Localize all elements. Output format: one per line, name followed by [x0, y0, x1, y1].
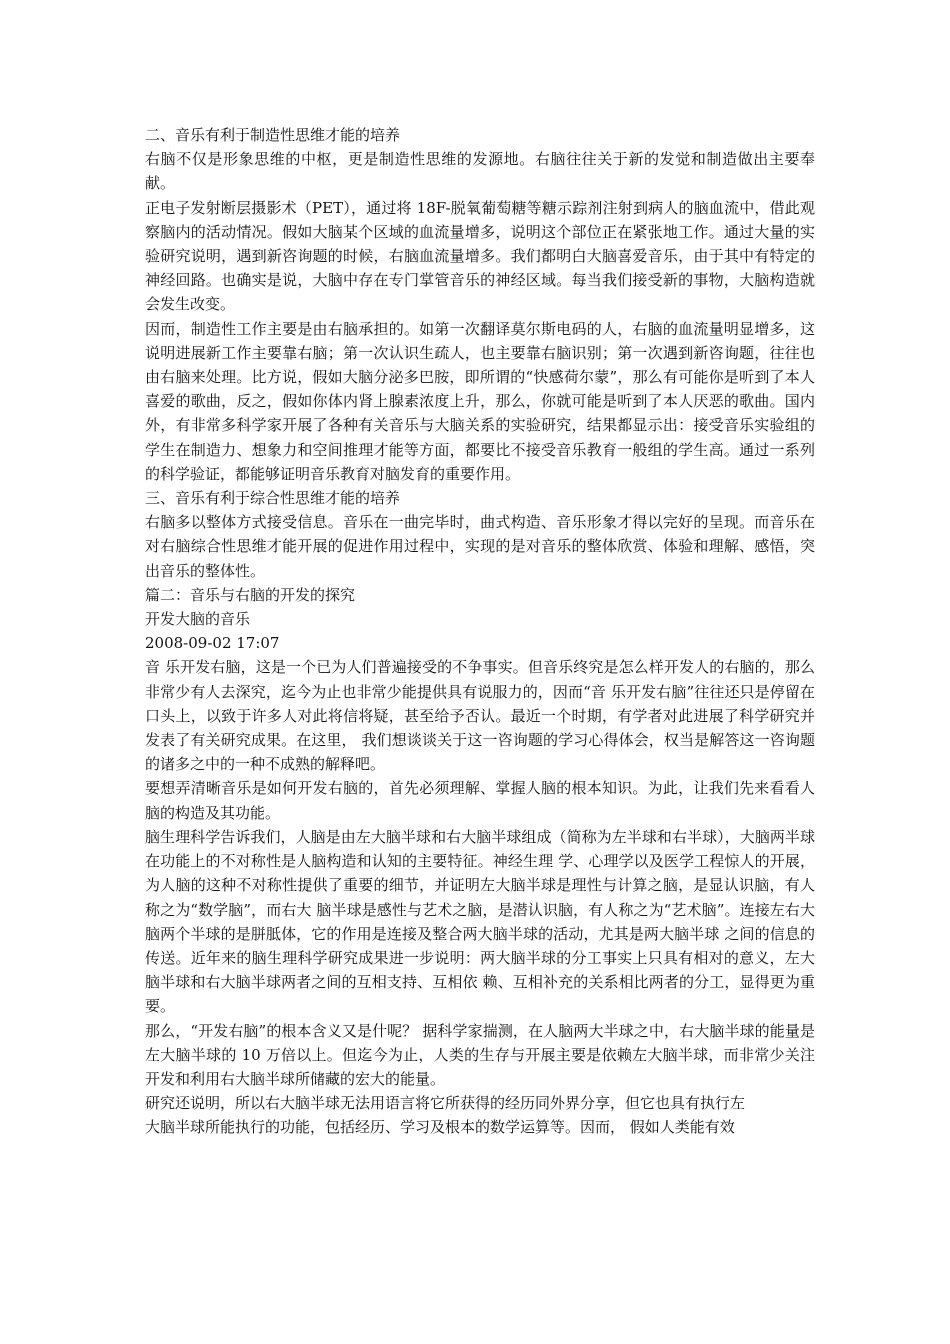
paragraph: 要想弄清晰音乐是如何开发右脑的，首先必须理解、掌握人脑的根本知识。为此，让我们先来看看人脑的构造及其功能。: [145, 779, 815, 822]
paragraph: 右脑不仅是形象思维的中枢，更是制造性思维的发源地。右脑往往关于新的发觉和制造做出主要奉献。: [145, 150, 815, 193]
paragraph: 因而，制造性工作主要是由右脑承担的。如第一次翻译莫尔斯电码的人，右脑的血流量明显增多，这说明进展新工作主要靠右脑；第一次认识生疏人，也主要靠右脑识别；第一次遇到新咨询题，往往也由右脑来处理。比方说，假如大脑分泌多巴胺，即所谓的“快感荷尔蒙”，那么有可能你是听到了本人喜爱的歌曲，反之，假如你体内肾上腺素浓度上升，那么，你就可能是听到了本人厌恶的歌曲。国内外，有非常多科学家开展了各种有关音乐与大脑关系的实验研究，结果都显示出：接受音乐实验组的学生在制造力、想象力和空间推理才能等方面，都要比不接受音乐教育一般组的学生高。通过一系列的科学验证，都能够证明音乐教育对脑发育的重要作用。: [145, 319, 815, 483]
paragraph: 研究还说明，所以右大脑半球无法用语言将它所获得的经历同外界分享，但它也具有执行左: [145, 1094, 746, 1113]
paragraph: 正电子发射断层摄影术（PET），通过将 18F-脱氧葡萄糖等糖示踪剂注射到病人的脑血流中，借此观察脑内的活动情况。假如大脑某个区域的血流量增多，说明这个部位正在紧张地工作。通过大量的实验研究说明，遇到新咨询题的时候，右脑血流量增多。我们都明白大脑喜爱音乐，由于其中有特定的神经回路。也确实是说，大脑中存在专门掌管音乐的神经区域。每当我们接受新的事物，大脑构造就会发生改变。: [145, 198, 815, 314]
paragraph: 音 乐开发右脑，这是一个已为人们普遍接受的不争事实。但音乐终究是怎么样开发人的右脑的，那么非常少有人去深究，迄今为止也非常少能提供具有说服力的，因而“音 乐开发右脑”往往还只是停留在口头上，以致于许多人对此将信将疑，甚至给予否认。最近一个时期，有学者对此进展了科学研究并发表了有关研究成果。在这里， 我们想谈谈关于这一咨询题的学习心得体会，权当是解答这一咨询题的诸多之中的一种不成熟的解释吧。: [145, 658, 815, 774]
document-page: [145, 123, 815, 1140]
article-title: 篇二：音乐与右脑的开发的探究: [145, 585, 356, 604]
section-heading-three: 三、音乐有利于综合性思维才能的培养: [145, 489, 401, 508]
paragraph: 大脑半球所能执行的功能，包括经历、学习及根本的数学运算等。因而， 假如人类能有效: [145, 1118, 735, 1137]
paragraph: 右脑多以整体方式接受信息。音乐在一曲完毕时，曲式构造、音乐形象才得以完好的呈现。而音乐在对右脑综合性思维才能开展的促进作用过程中，实现的是对音乐的整体欣赏、体验和理解、感悟，突出音乐的整体性。: [145, 513, 815, 580]
section-heading-two: 二、音乐有利于制造性思维才能的培养: [145, 126, 401, 144]
paragraph: 脑生理科学告诉我们，人脑是由左大脑半球和右大脑半球组成（简称为左半球和右半球），大脑两半球在功能上的不对称性是人脑构造和认知的主要特征。神经生理 学、心理学以及医学工程惊人的开展，为人脑的这种不对称性提供了重要的细节，并证明左大脑半球是理性与计算之脑，是显认识脑，有人称之为“数学脑”，而右大 脑半球是感性与艺术之脑，是潜认识脑，有人称之为“艺术脑”。连接左右大脑两个半球的是胼胝体，它的作用是连接及整合两大脑半球的活动，尤其是两大脑半球 之间的信息的传送。近年来的脑生理科学研究成果进一步说明：两大脑半球的分工事实上只具有相对的意义，左大脑半球和右大脑半球两者之间的互相支持、互相依 赖、互相补充的关系相比两者的分工，显得更为重要。: [145, 827, 815, 1016]
paragraph: 那么，“开发右脑”的根本含义又是什呢？ 据科学家揣测，在人脑两大半球之中，右大脑半球的能量是左大脑半球的 10 万倍以上。但迄今为止，人类的生存与开展主要是依赖左大脑半球，而非常少关注开发和利用右大脑半球所储藏的宏大的能量。: [145, 1021, 815, 1088]
article-subtitle: 开发大脑的音乐: [145, 610, 251, 629]
article-date: 2008-09-02 17:07: [145, 634, 280, 653]
